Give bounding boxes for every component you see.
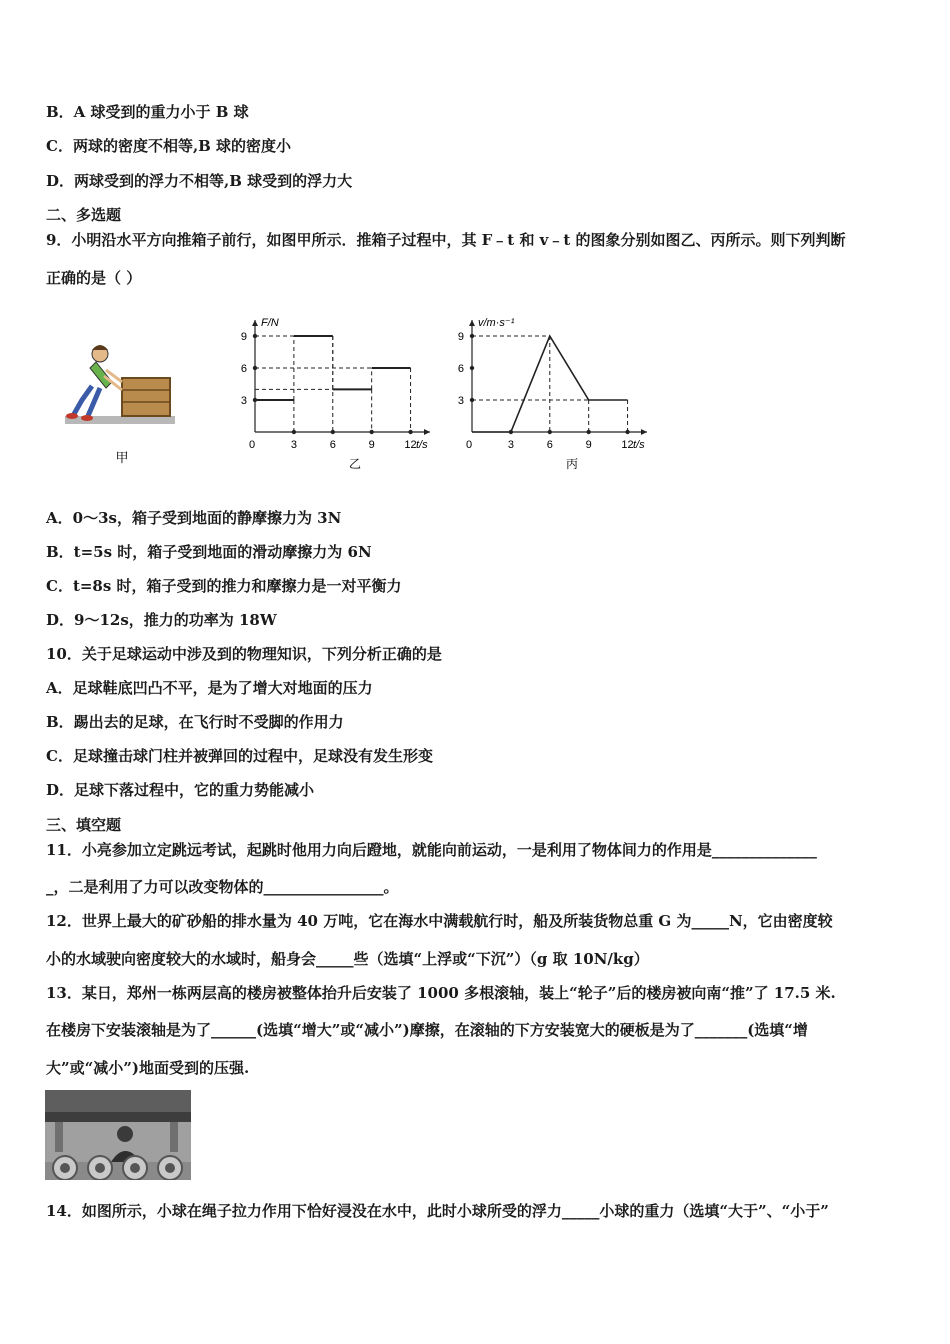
ft-x-arrow xyxy=(424,429,430,435)
q12-line2: 小的水域驶向密度较大的水域时，船身会_____些（选填“上浮或“下沉”）（g 取 10N/kg） xyxy=(46,950,649,968)
q9-option-d: D．9～12s，推力的功率为 18W xyxy=(46,611,277,629)
vt-y-tick-6: 6 xyxy=(457,363,464,375)
q9-option-c: C．t=8s 时，箱子受到的推力和摩擦力是一对平衡力 xyxy=(46,577,402,595)
vt-y-tick-dot-6 xyxy=(470,366,474,370)
figure-jia-label: 甲 xyxy=(115,450,129,465)
q12-line1: 12．世界上最大的矿砂船的排水量为 40 万吨，它在海水中满载航行时，船及所装货物总重 G 为_____N，它由密度较 xyxy=(46,912,833,930)
vt-x-arrow xyxy=(641,429,647,435)
vt-x-tick-12: 12 xyxy=(621,439,634,451)
vt-y-arrow xyxy=(469,320,475,326)
q10-option-d: D．足球下落过程中，它的重力势能减小 xyxy=(46,781,315,799)
ft-x-tick-12: 12 xyxy=(404,439,417,451)
ft-x-tick-0: 0 xyxy=(248,439,256,451)
q13-line3: 大”或“减小”)地面受到的压强. xyxy=(46,1059,250,1077)
q9-option-b: B．t=5s 时，箱子受到地面的滑动摩擦力为 6N xyxy=(46,543,372,561)
q8-option-d: D．两球受到的浮力不相等,B 球受到的浮力大 xyxy=(46,172,353,190)
q14-line1: 14．如图所示，小球在绳子拉力作用下恰好浸没在水中，此时小球所受的浮力_____小球的重力（选填“大于”、“小于” xyxy=(46,1202,829,1220)
q13-line1: 13．某日，郑州一栋两层高的楼房被整体抬升后安装了 1000 多根滚轴，装上“轮子”后的楼房被向南“推”了 17.5 米. xyxy=(46,984,836,1002)
vt-y-label: v/m·s⁻¹ xyxy=(478,317,515,329)
vt-x-label: t/s xyxy=(633,439,645,451)
ft-title: 乙 xyxy=(348,457,362,471)
vt-y-tick-9: 9 xyxy=(457,331,464,343)
q10-option-a: A．足球鞋底凹凸不平，是为了增大对地面的压力 xyxy=(46,679,373,697)
vt-title: 丙 xyxy=(565,457,579,471)
ft-x-tick-9: 9 xyxy=(368,439,375,451)
vt-x-tick-0: 0 xyxy=(465,439,473,451)
ft-y-tick-3: 3 xyxy=(240,395,247,407)
ft-y-label: F/N xyxy=(261,317,279,329)
q9-stem-line1: 9．小明沿水平方向推箱子前行，如图甲所示．推箱子过程中，其 F﹣t 和 v﹣t 的图象分别如图乙、丙所示。则下列判断 xyxy=(46,231,846,249)
q10-option-c: C．足球撞击球门柱并被弹回的过程中，足球没有发生形变 xyxy=(46,747,433,765)
building-rollers-photo xyxy=(45,1090,191,1180)
q9-stem-line2: 正确的是（ ） xyxy=(46,269,142,287)
box xyxy=(122,378,170,416)
q11-line2: _，二是利用了力可以改变物体的________________。 xyxy=(46,878,399,896)
chart-f-t xyxy=(235,310,445,475)
section-heading-multiple-choice: 二、多选题 xyxy=(46,206,122,224)
q8-option-b: B．A 球受到的重力小于 B 球 xyxy=(46,103,249,121)
chart-v-t xyxy=(452,310,662,475)
vt-x-tick-6: 6 xyxy=(546,439,553,451)
vt-x-tick-3: 3 xyxy=(507,439,514,451)
q9-option-a: A．0～3s，箱子受到地面的静摩擦力为 3N xyxy=(46,509,342,527)
ft-x-tick-3: 3 xyxy=(290,439,297,451)
q11-line1: 11．小亮参加立定跳远考试，起跳时他用力向后蹬地，就能向前运动，一是利用了物体间力的作用是______________ xyxy=(46,841,817,859)
q8-option-c: C．两球的密度不相等,B 球的密度小 xyxy=(46,137,292,155)
boy-figure xyxy=(66,345,122,421)
ft-y-tick-6: 6 xyxy=(240,363,247,375)
ft-y-tick-9: 9 xyxy=(240,331,247,343)
ft-x-tick-6: 6 xyxy=(329,439,336,451)
q10-stem: 10．关于足球运动中涉及到的物理知识，下列分析正确的是 xyxy=(46,645,442,663)
q13-line2: 在楼房下安装滚轴是为了______(选填“增大”或“减小”)摩擦，在滚轴的下方安装宽大的硬板是为了_______(选填“增 xyxy=(46,1021,808,1039)
vt-x-tick-9: 9 xyxy=(585,439,592,451)
q10-option-b: B．踢出去的足球，在飞行时不受脚的作用力 xyxy=(46,713,344,731)
figure-jia xyxy=(60,338,185,473)
ft-y-arrow xyxy=(252,320,258,326)
section-heading-fill-in: 三、填空题 xyxy=(46,816,122,834)
vt-y-tick-3: 3 xyxy=(457,395,464,407)
ft-x-label: t/s xyxy=(416,439,428,451)
